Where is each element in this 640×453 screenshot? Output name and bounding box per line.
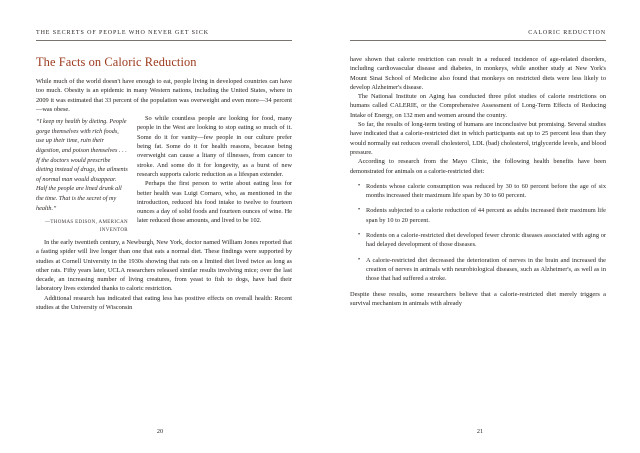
paragraph: The National Institute on Aging has conducted three pilot studies of calorie restrictions on humans called CALERIE, or the Comprehensive Assessment of Long-Term Effects of Reducing Intake of Energy, on 132 men and women around the country. (350, 93, 606, 119)
paragraph: Perhaps the first person to write about eating less for better health was Luigi Cornaro, who, as mentioned in the introduction, reduced his food intake to twelve to fourteen ounces a day of solid foods and fourteen ounces of wine. He later reduced those amounts, and lived to be 102. (137, 180, 292, 225)
list-item: • Rodents whose calorie consumption was reduced by 30 to 60 percent before the age of six months increased their maximum life span by 30 to 60 percent. (360, 182, 606, 201)
right-page (320, 0, 640, 453)
pull-quote-attribution: —THOMAS EDISON, AMERICAN INVENTOR (45, 220, 128, 233)
list-item: • Rodents on a calorie-restricted diet developed fewer chronic diseases associated with aging or had delayed development of those diseases. (360, 231, 606, 250)
pull-quote (36, 117, 128, 234)
page-title: The Facts on Caloric Reduction (36, 55, 197, 69)
benefits-list (350, 182, 606, 284)
paragraph: Additional research has indicated that eating less has positive effects on overall health: Recent studies at the University of Wisconsin (36, 294, 292, 312)
paragraph: In the early twentieth century, a Newburgh, New York, doctor named William Jones reported that a fasting spider will live longer than one that eats a normal diet. These findings were supported by studies at Cornell University in the 1930s showing that rats on a limited diet lived twice as long as other rats. Fifty years later, UCLA researchers released similar results involving mice; over the last decade, an increasing number of living creatures, from yeast to fish to dogs, have had their laboratory lives extended thanks to caloric restriction. (36, 238, 292, 293)
list-item: • Rodents subjected to a calorie reduction of 44 percent as adults increased their maximum life span by 10 to 20 percent. (360, 206, 606, 225)
paragraph: While much of the world doesn't have enough to eat, people living in developed countries can have too much. Obesity is an epidemic in many Western nations, including the United States, where in 2009 it was estimated that 33 percent of the population was overweight and even more—34 percent—was obese. (36, 78, 292, 113)
page-number: 20 (156, 428, 164, 435)
list-item: • A calorie-restricted diet decreased the deterioration of nerves in the brain and increased the creation of nerves in animals with neurobiological diseases, such as Alzheimer's, as well as in those that had suffered a stroke. (360, 256, 606, 284)
paragraph: Despite these results, some researchers believe that a calorie-restricted diet merely triggers a survival mechanism in animals with already (350, 290, 606, 307)
left-running-head: THE SECRETS OF PEOPLE WHO NEVER GET SICK (36, 30, 292, 41)
paragraph: So while countless people are looking for food, many people in the West are looking to stop eating so much of it. Some do it for vanity—few people in our culture prefer being fat. Some do it for health reasons, because being overweight can cause a litany of illnesses, from cancer to stroke. And some do it for longevity, as a burst of new research supports caloric reduction as a lifespan extender. (137, 115, 292, 178)
paragraph: According to research from the Mayo Clinic, the following health benefits have been demonstrated for animals on a calorie-restricted diet: (350, 158, 606, 175)
paragraph: have shown that calorie restriction can result in a reduced incidence of age-related disorders, including cardiovascular disease and diabetes, in monkeys, while another study at New York's Mount Sinai School of Medicine also found that monkeys on restricted diets were less likely to develop Alzheimer's disease. (350, 56, 606, 91)
pull-quote-text: “I keep my health by dieting. People gorge themselves with rich foods, use up their time, ruin their digestion, and poison themselves . . . If the doctors would prescribe dieting instead of drugs, the ailments of normal man would disappear. Half the people are lined drunk all the time. That is the secret of my health.” (36, 118, 128, 212)
right-running-head: CALORIC REDUCTION (350, 30, 606, 41)
paragraph: So far, the results of long-term testing of humans are inconclusive but promising. Several studies have indicated that a calorie-restricted diet in which participants eat up to 25 percent less than they would normally eat reduces overall cholesterol, LDL (bad) cholesterol, triglyceride levels, and blood pressure. (350, 121, 606, 156)
page-number: 21 (476, 428, 484, 435)
